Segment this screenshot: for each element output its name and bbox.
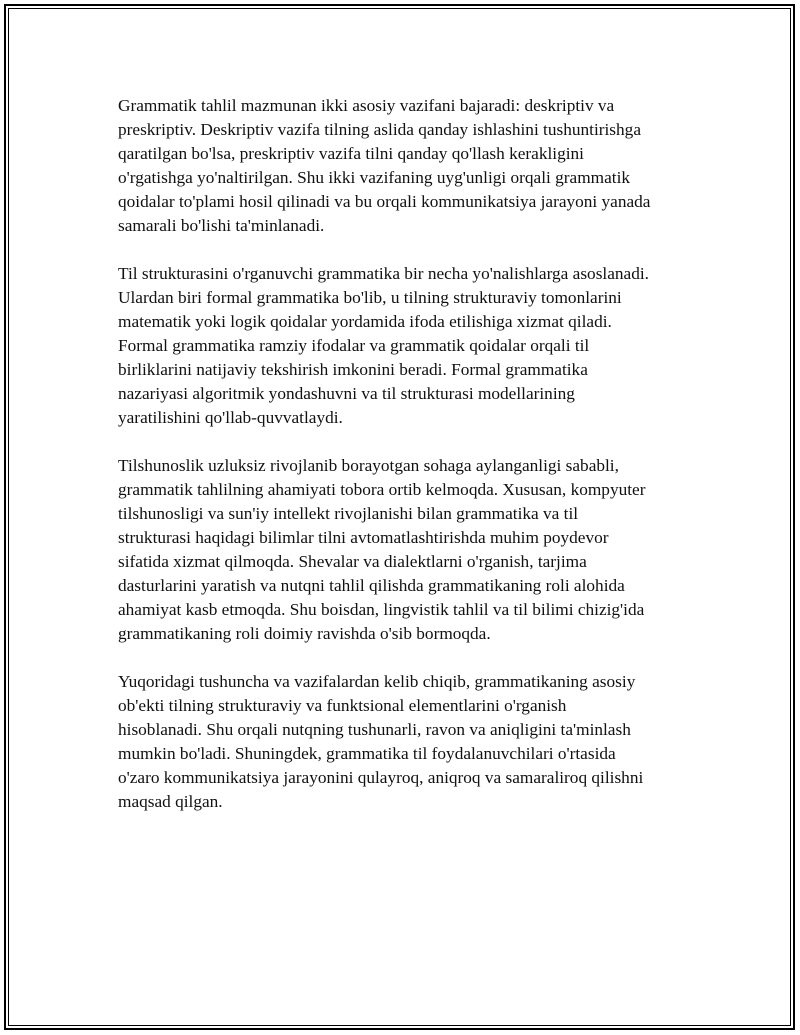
paragraph-4 [118,670,693,814]
text-line: tilshunosligi va sun'iy intellekt rivojlanishi bilan grammatika va til [118,504,579,523]
paragraph-2 [118,262,693,430]
text-line: nazariyasi algoritmik yondashuvni va til strukturasi modellarining [118,384,575,403]
text-line: qaratilgan bo'lsa, preskriptiv vazifa tilni qanday qo'llash kerakligini [118,144,584,163]
text-line: Tilshunoslik uzluksiz rivojlanib borayotgan sohaga aylanganligi sababli, [118,456,619,475]
text-line: preskriptiv. Deskriptiv vazifa tilning aslida qanday ishlashini tushuntirishga [118,120,641,139]
text-line: Yuqoridagi tushuncha va vazifalardan kelib chiqib, grammatikaning asosiy [118,672,636,691]
text-line: samarali bo'lishi ta'minlanadi. [118,216,325,235]
text-line: matematik yoki logik qoidalar yordamida ifoda etilishiga xizmat qiladi. [118,312,612,331]
text-line: o'rgatishga yo'naltirilgan. Shu ikki vazifaning uyg'unligi orqali grammatik [118,168,631,187]
text-line: sifatida xizmat qilmoqda. Shevalar va dialektlarni o'rganish, tarjima [118,552,587,571]
text-line: Til strukturasini o'rganuvchi grammatika bir necha yo'nalishlarga asoslanadi. [118,264,649,283]
text-line: ahamiyat kasb etmoqda. Shu boisdan, lingvistik tahlil va til bilimi chizig'ida [118,600,645,619]
paragraph-3 [118,454,693,646]
text-line: ob'ekti tilning strukturaviy va funktsional elementlarini o'rganish [118,696,567,715]
text-line: hisoblanadi. Shu orqali nutqning tushunarli, ravon va aniqligini ta'minlash [118,720,631,739]
text-line: maqsad qilgan. [118,792,223,811]
text-line: o'zaro kommunikatsiya jarayonini qulayroq, aniqroq va samaraliroq qilishni [118,768,644,787]
paragraph-1 [118,94,693,238]
text-line: mumkin bo'ladi. Shuningdek, grammatika til foydalanuvchilari o'rtasida [118,744,616,763]
text-line: grammatikaning roli doimiy ravishda o'sib bormoqda. [118,624,491,643]
text-line: Formal grammatika ramziy ifodalar va grammatik qoidalar orqali til [118,336,590,355]
document-body [118,94,693,838]
text-line: Grammatik tahlil mazmunan ikki asosiy vazifani bajaradi: deskriptiv va [118,96,615,115]
text-line: strukturasi haqidagi bilimlar tilni avtomatlashtirishda muhim poydevor [118,528,609,547]
text-line: Ulardan biri formal grammatika bo'lib, u tilning strukturaviy tomonlarini [118,288,622,307]
text-line: qoidalar to'plami hosil qilinadi va bu orqali kommunikatsiya jarayoni yanada [118,192,651,211]
text-line: birliklarini natijaviy tekshirish imkonini beradi. Formal grammatika [118,360,588,379]
text-line: grammatik tahlilning ahamiyati tobora ortib kelmoqda. Xususan, kompyuter [118,480,646,499]
text-line: dasturlarini yaratish va nutqni tahlil qilishda grammatikaning roli alohida [118,576,625,595]
text-line: yaratilishini qo'llab-quvvatlaydi. [118,408,343,427]
